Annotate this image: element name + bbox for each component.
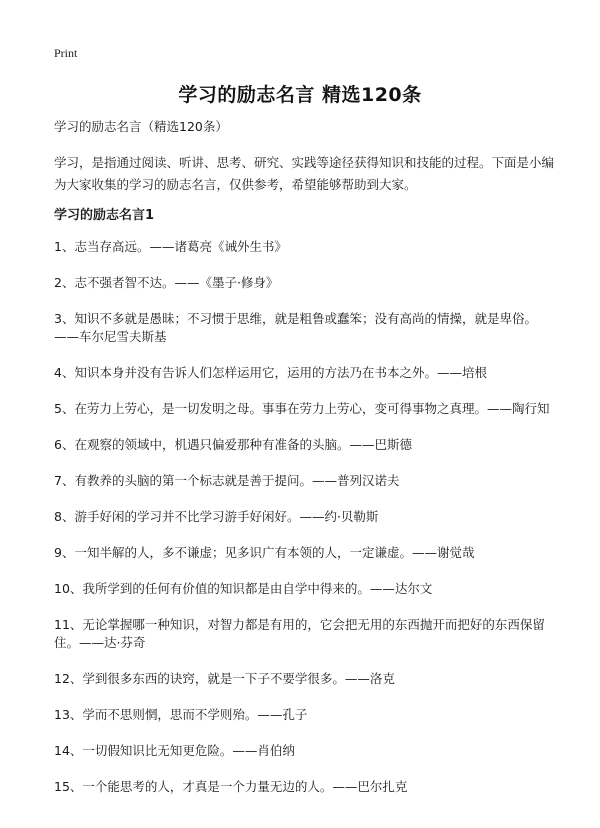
print-link[interactable]: Print (54, 46, 78, 60)
quote-item: 2、志不强者智不达。——《墨子·修身》 (54, 275, 279, 290)
quote-item: 12、学到很多东西的诀窍，就是一下子不要学很多。——洛克 (54, 671, 395, 686)
quote-item: 15、一个能思考的人，才真是一个力量无边的人。——巴尔扎克 (54, 779, 408, 794)
quote-item: 3、知识不多就是愚昧；不习惯于思维，就是粗鲁或蠢笨；没有高尚的情操，就是卑俗。——车尔尼雪夫斯基 (54, 311, 537, 344)
quote-item: 9、一知半解的人，多不谦虚；见多识广有本领的人，一定谦虚。——谢觉哉 (54, 545, 475, 560)
quote-item: 7、有教养的头脑的第一个标志就是善于提问。——普列汉诺夫 (54, 473, 400, 488)
quote-list (54, 238, 556, 796)
document-title: 学习的励志名言 精选120条 (178, 84, 422, 106)
quote-item: 13、学而不思则惘，思而不学则殆。——孔子 (54, 707, 308, 722)
quote-item: 11、无论掌握哪一种知识，对智力都是有用的，它会把无用的东西抛开而把好的东西保留住。——达·芬奇 (54, 617, 545, 650)
quote-item: 8、游手好闲的学习并不比学习游手好闲好。——约·贝勒斯 (54, 509, 379, 524)
document-body (54, 118, 556, 814)
quote-item: 4、知识本身并没有告诉人们怎样运用它，运用的方法乃在书本之外。——培根 (54, 365, 487, 380)
quote-item: 14、一切假知识比无知更危险。——肖伯纳 (54, 743, 295, 758)
intro-paragraph: 学习，是指通过阅读、听讲、思考、研究、实践等途径获得知识和技能的过程。下面是小编为大家收集的学习的励志名言，仅供参考，希望能够帮助到大家。 (54, 155, 555, 192)
quote-item: 5、在劳力上劳心，是一切发明之母。事事在劳力上劳心，变可得事物之真理。——陶行知 (54, 401, 550, 416)
quote-item: 1、志当存高远。——诸葛亮《诫外生书》 (54, 239, 287, 254)
quote-item: 10、我所学到的任何有价值的知识都是由自学中得来的。——达尔文 (54, 581, 433, 596)
document-subtitle: 学习的励志名言（精选120条） (54, 119, 228, 134)
quote-item: 6、在观察的领域中，机遇只偏爱那种有准备的头脑。——巴斯德 (54, 437, 412, 452)
section-heading: 学习的励志名言1 (54, 208, 155, 223)
